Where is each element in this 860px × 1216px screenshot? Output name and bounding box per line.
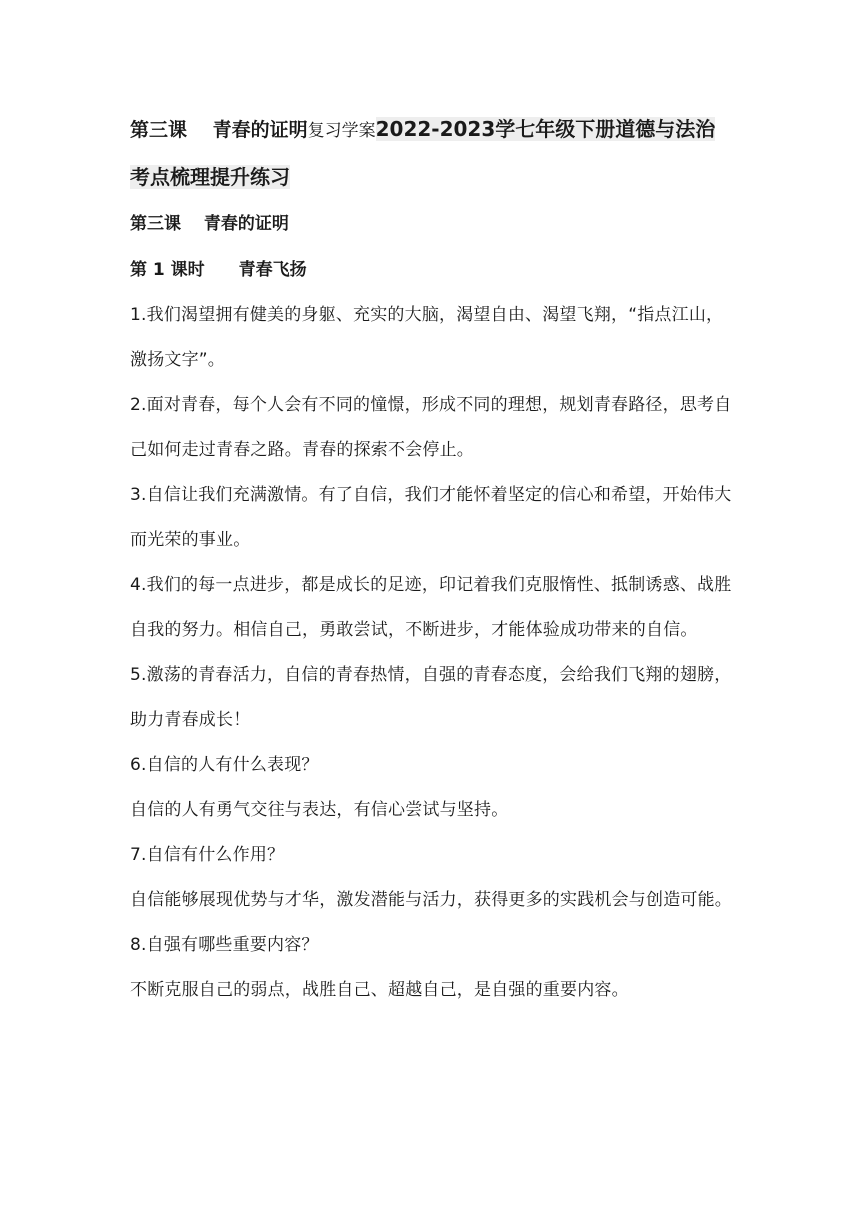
title-review-label: 复习学案 [307, 121, 376, 141]
section-heading: 第 1 课时 青春飞扬 [130, 260, 307, 280]
answer-8: 不断克服自己的弱点，战胜自己、超越自己，是自强的重要内容。 [130, 980, 629, 1000]
title-lesson: 第三课 青春的证明 [130, 119, 308, 141]
paragraph-3: 3.自信让我们充满激情。有了自信，我们才能怀着坚定的信心和希望，开始伟大而光荣的事业。 [130, 485, 732, 550]
question-7: 7.自信有什么作用？ [130, 845, 285, 865]
paragraph-4: 4.我们的每一点进步，都是成长的足迹，印记着我们克服惰性、抵制诱惑、战胜自我的努力。相信自己，勇敢尝试，不断进步，才能体验成功带来的自信。 [130, 575, 732, 640]
paragraph-5: 5.激荡的青春活力，自信的青春热情，自强的青春态度，会给我们飞翔的翅膀，助力青春成长！ [130, 665, 732, 730]
document-page [130, 106, 735, 1013]
paragraph-1: 1.我们渴望拥有健美的身躯、充实的大脑，渴望自由、渴望飞翔，“指点江山，激扬文字”。 [130, 305, 724, 370]
lesson-heading: 第三课 青春的证明 [130, 214, 289, 234]
paragraph-2: 2.面对青春，每个人会有不同的憧憬，形成不同的理想，规划青春路径，思考自己如何走过青春之路。青春的探索不会停止。 [130, 395, 732, 460]
answer-7: 自信能够展现优势与才华，激发潜能与活力，获得更多的实践机会与创造可能。 [130, 890, 732, 910]
answer-6: 自信的人有勇气交往与表达，有信心尝试与坚持。 [130, 800, 509, 820]
question-6: 6.自信的人有什么表现？ [130, 755, 319, 775]
question-8: 8.自强有哪些重要内容？ [130, 935, 319, 955]
title-highlight: 2022-2023学七年级下册道德与法治考点梳理提升练习 [130, 117, 716, 189]
document-title [130, 106, 735, 201]
